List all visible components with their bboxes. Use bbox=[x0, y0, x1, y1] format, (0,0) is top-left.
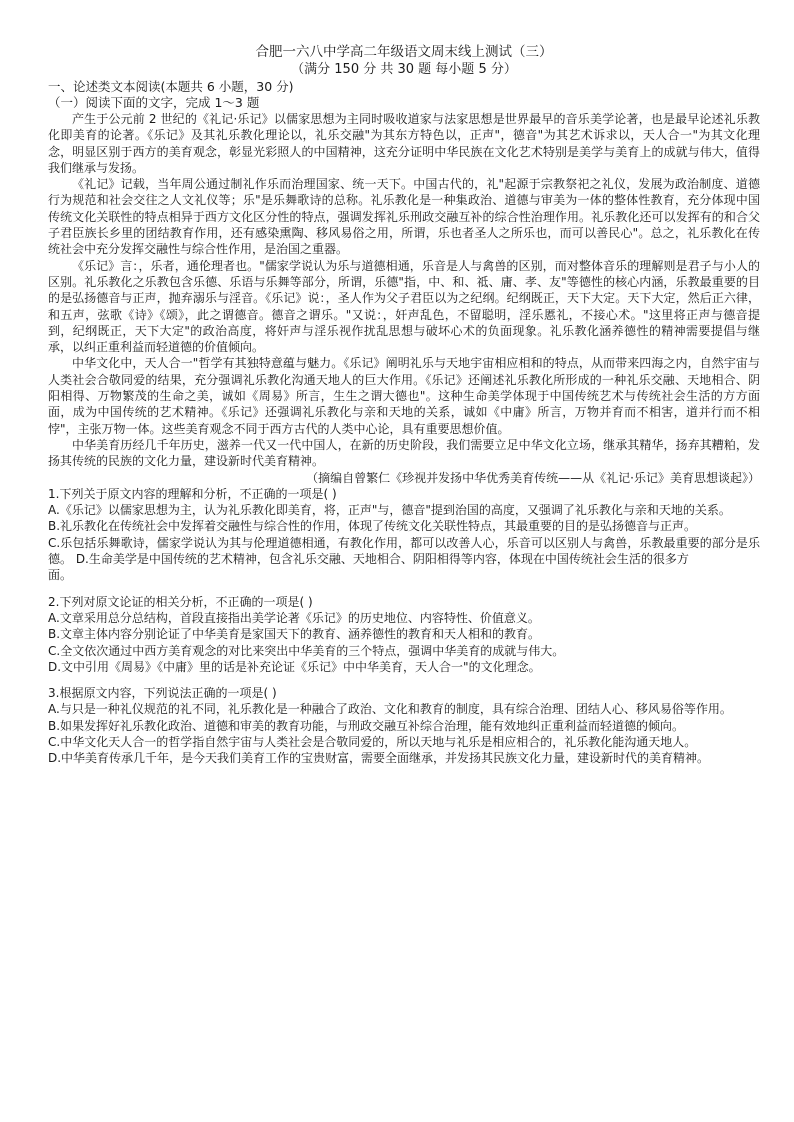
reading-passage bbox=[48, 111, 760, 470]
question-1 bbox=[48, 486, 760, 584]
question-option: A.《乐记》以儒家思想为主，认为礼乐教化即美育，将，正声"与，德音"提到治国的高度，又强调了礼乐教化与亲和天地的关系。 bbox=[48, 503, 731, 518]
question-option: C.中华文化天人合一的哲学指自然宇宙与人类社会是合敬同爱的，所以天地与礼乐是相应相合的，礼乐教化能沟通天地人。 bbox=[48, 734, 697, 749]
question-option: 面。 bbox=[48, 568, 73, 583]
passage-paragraph: 中华文化中，天人合一"哲学有其独特意蕴与魅力。《乐记》阐明礼乐与天地宇宙相应相和的特点，从而带来四海之内，自然宇宙与人类社会合敬同爱的结果，充分强调礼乐教化沟通天地人的巨大作用。《乐记》还阐述礼乐教化所形成的一种礼乐交融、天地相合、阴阳相得、万物繁茂的生命之美，诚如《周易》所言，生生之谓大德也"。这种生命美学体现于中国传统艺术与传统社会生活的方方面面，成为中国传统的艺术精神。《乐记》还强调礼乐教化与亲和天地的关系，诚如《中庸》所言，万物并育而不相害，道并行而不相悖"，主张万物一体。这些美育观念不同于西方古代的人类中心论，具有重要思想价值。 bbox=[48, 356, 760, 436]
spacer bbox=[48, 584, 760, 594]
question-option: B.如果发挥好礼乐教化政治、道德和审美的教育功能，与刑政交融互补综合治理，能有效地纠正重利益而轻道德的倾向。 bbox=[48, 718, 685, 733]
passage-source: （摘编自曾繁仁《珍视并发扬中华优秀美育传统——从《礼记·乐记》美育思想谈起》） bbox=[306, 470, 760, 485]
question-2 bbox=[48, 594, 760, 675]
question-option: C.全文依次通过中西方美育观念的对比来突出中华美育的三个特点，强调中华美育的成就与伟大。 bbox=[48, 643, 565, 658]
question-option: D.中华美育传承几千年，是今天我们美育工作的宝贵财富，需要全面继承，并发扬其民族文化力量，建设新时代的美育精神。 bbox=[48, 751, 710, 766]
question-stem: 2.下列对原文论证的相关分析，不正确的一项是( ) bbox=[48, 594, 313, 609]
question-stem: 1.下列关于原文内容的理解和分析，不正确的一项是( ) bbox=[48, 486, 337, 501]
page-title: 合肥一六八中学高二年级语文周末线上测试（三） bbox=[255, 44, 553, 60]
passage-paragraph: 《礼记》记载，当年周公通过制礼作乐而治理国家、统一天下。中国古代的，礼"起源于宗教祭祀之礼仪，发展为政治制度、道德行为规范和社会交往之人文礼仪等；乐"是乐舞歌诗的总称。礼乐教化是一种集政治、道德与审美为一体的整体性教育，充分体现中国传统文化关联性的特点相异于西方文化区分性的特点，强调发挥礼乐刑政交融互补的综合性治理作用。礼乐教化还可以发挥有的和合父子君臣族长乡里的团结教育作用，还有感染熏陶、移风易俗之用，所谓，乐也者圣人之所乐也，而可以善民心"。总之，礼乐教化在传统社会中充分发挥交融性与综合性作用，是治国之重器。 bbox=[48, 177, 760, 257]
question-option: D.文中引用《周易》《中庸》里的话是补充论证《乐记》中中华美育，天人合一"的文化理念。 bbox=[48, 659, 541, 674]
page-subtitle: （满分 150 分 共 30 题 每小题 5 分） bbox=[291, 62, 517, 77]
section-heading: 一、论述类文本阅读(本题共 6 小题，30 分) bbox=[48, 79, 294, 94]
passage-paragraph: 中华美育历经几千年历史，滋养一代又一代中国人，在新的历史阶段，我们需要立足中华文化立场，继承其精华，扬弃其糟粕，发扬其传统的民族的文化力量，建设新时代美育精神。 bbox=[48, 437, 760, 469]
question-stem: 3.根据原文内容，下列说法正确的一项是( ) bbox=[48, 686, 277, 701]
question-option: B.礼乐教化在传统社会中发挥着交融性与综合性的作用，体现了传统文化关联性特点，其最重要的目的是弘扬德音与正声。 bbox=[48, 519, 697, 534]
spacer bbox=[48, 675, 760, 685]
question-option: C.乐包括乐舞歌诗，儒家学说认为其与伦理道德相通，有教化作用，都可以改善人心，乐音可以区别人与禽兽，乐教最重要的部分是乐德。 D.生命美学是中国传统的艺术精神，包含礼乐交融、天地相合、阴阳相得等内容，体现在中国传统社会生活的很多方 bbox=[48, 535, 760, 567]
passage-paragraph: 《乐记》言：，乐者，通伦理者也。"儒家学说认为乐与道德相通，乐音是人与禽兽的区别，而对整体音乐的理解则是君子与小人的区别。礼乐教化之乐教包含乐德、乐语与乐舞等部分，所谓，乐德"指，中、和、祗、庸、孝、友"等德性的核心内涵，乐教最重要的目的是弘扬德音与正声，抛弃溺乐与淫音。《乐记》说：，圣人作为父子君臣以为之纪纲。纪纲既正，天下大定。天下大定，然后正六律，和五声，弦歌《诗》《颂》，此之谓德音。德音之谓乐。"又说：，奸声乱色，不留聪明，淫乐慝礼，不接心术。"这里将正声与德音提到，纪纲既正，天下大定"的政治高度，将奸声与淫乐视作扰乱思想与破坏心术的负面现象。礼乐教化涵养德性的精神需要提倡与继承，以纠正重利益而轻道德的价值倾向。 bbox=[48, 258, 760, 355]
section-subheading: （一）阅读下面的文字，完成 1～3 题 bbox=[48, 95, 260, 110]
exam-page bbox=[48, 44, 760, 767]
question-option: B.文章主体内容分别论证了中华美育是家国天下的教育、涵养德性的教育和天人相和的教育。 bbox=[48, 627, 541, 642]
question-option: A.文章采用总分总结构，首段直接指出美学论著《乐记》的历史地位、内容特性、价值意义。 bbox=[48, 610, 540, 625]
question-3 bbox=[48, 685, 760, 766]
passage-paragraph: 产生于公元前 2 世纪的《礼记·乐记》以儒家思想为主同时吸收道家与法家思想是世界最早的音乐美学论著，也是最早论述礼乐教化即美育的论著。《乐记》及其礼乐教化理论以，礼乐交融"为其东方特色以，正声"，德音"为其艺术诉求以，天人合一"为其文化理念，明显区别于西方的美育观念，彰显光彩照人的中国精神，这充分证明中华民族在文化艺术特别是美学与美育上的成就与伟大，值得我们继承与发扬。 bbox=[48, 112, 760, 175]
question-option: A.与只是一种礼仪规范的礼不同，礼乐教化是一种融合了政治、文化和教育的制度，具有综合治理、团结人心、移风易俗等作用。 bbox=[48, 702, 732, 717]
